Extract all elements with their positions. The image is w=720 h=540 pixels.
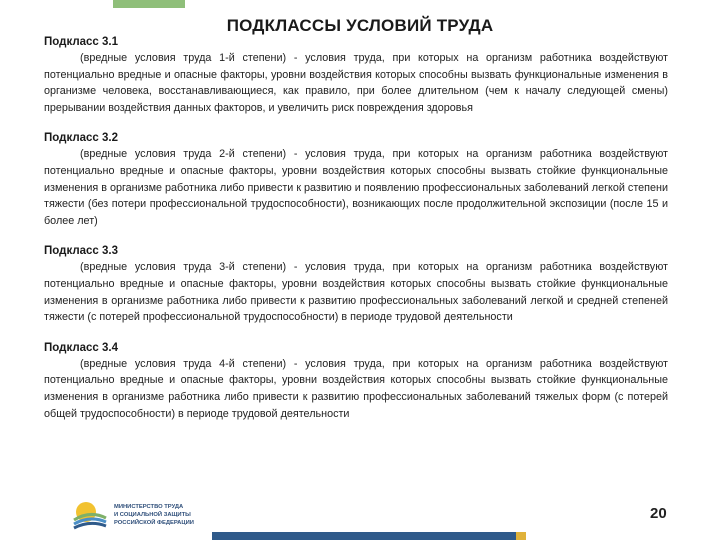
top-accent-bar <box>113 0 185 8</box>
subclass-3-3-heading: Подкласс 3.3 <box>44 245 119 258</box>
logo-text-line-1: МИНИСТЕРСТВО ТРУДА <box>114 504 184 510</box>
ministry-logo-text <box>114 503 224 527</box>
subclass-3-1 <box>44 34 668 116</box>
subclass-3-4-text: (вредные условия труда 4-й степени) - условия труда, при которых на организм работника воздействуют потенциально вредные и опасные факторы, уровни воздействия которых способны вызвать стойкие функциональные изменения в организме работника либо привести к развитию профессиональных заболеваний тяжелых форм (с потерей общей трудоспособности) в периоде трудовой деятельности <box>44 357 668 420</box>
subclass-3-3-text: (вредные условия труда 3-й степени) - условия труда, при которых на организм работника воздействуют потенциально вредные и опасные факторы, уровни воздействия которых способны вызвать стойкие функциональные изменения в организме работника либо привести к развитию профессиональных заболеваний легкой и средней степеней тяжести (с потерей профессиональной трудоспособности) в периоде трудовой деятельности <box>44 261 668 324</box>
ministry-logo-icon <box>72 498 108 532</box>
subclass-3-4-heading: Подкласс 3.4 <box>44 341 119 354</box>
logo-text-line-2: И СОЦИАЛЬНОЙ ЗАЩИТЫ <box>114 512 191 518</box>
subclass-3-1-text: (вредные условия труда 1-й степени) - условия труда, при которых на организм работника воздействуют потенциально вредные и опасные факторы, уровни воздействия которых способны вызвать функциональные изменения в организме человека, восстанавливающиеся, как правило, при более длительном (чем к началу следующей смены) прерывании воздействия данных факторов, и увеличить риск повреждения здоровья <box>44 52 668 114</box>
subclass-3-2-text: (вредные условия труда 2-й степени) - условия труда, при которых на организм работника воздействуют потенциально вредные и опасные факторы, уровни воздействия которых способны вызвать стойкие функциональные изменения в организме работника либо привести к развитию и появлению профессиональных заболеваний легкой степени тяжести (без потери профессиональной трудоспособности), возникающих после продолжительной экспозиции (после 15 и более лет) <box>44 148 668 227</box>
footer-blue-bar <box>212 532 520 540</box>
subclass-3-2-heading: Подкласс 3.2 <box>44 132 119 145</box>
subclass-3-3 <box>44 243 668 325</box>
subclass-3-2 <box>44 130 668 229</box>
subclass-3-4 <box>44 340 668 422</box>
subclass-3-1-heading: Подкласс 3.1 <box>44 36 119 48</box>
page-number: 20 <box>650 505 667 522</box>
slide-content <box>44 34 668 436</box>
footer-gold-bar <box>516 532 526 540</box>
logo-text-line-3: РОССИЙСКОЙ ФЕДЕРАЦИИ <box>114 520 194 526</box>
slide-title: ПОДКЛАССЫ УСЛОВИЙ ТРУДА <box>226 16 494 35</box>
